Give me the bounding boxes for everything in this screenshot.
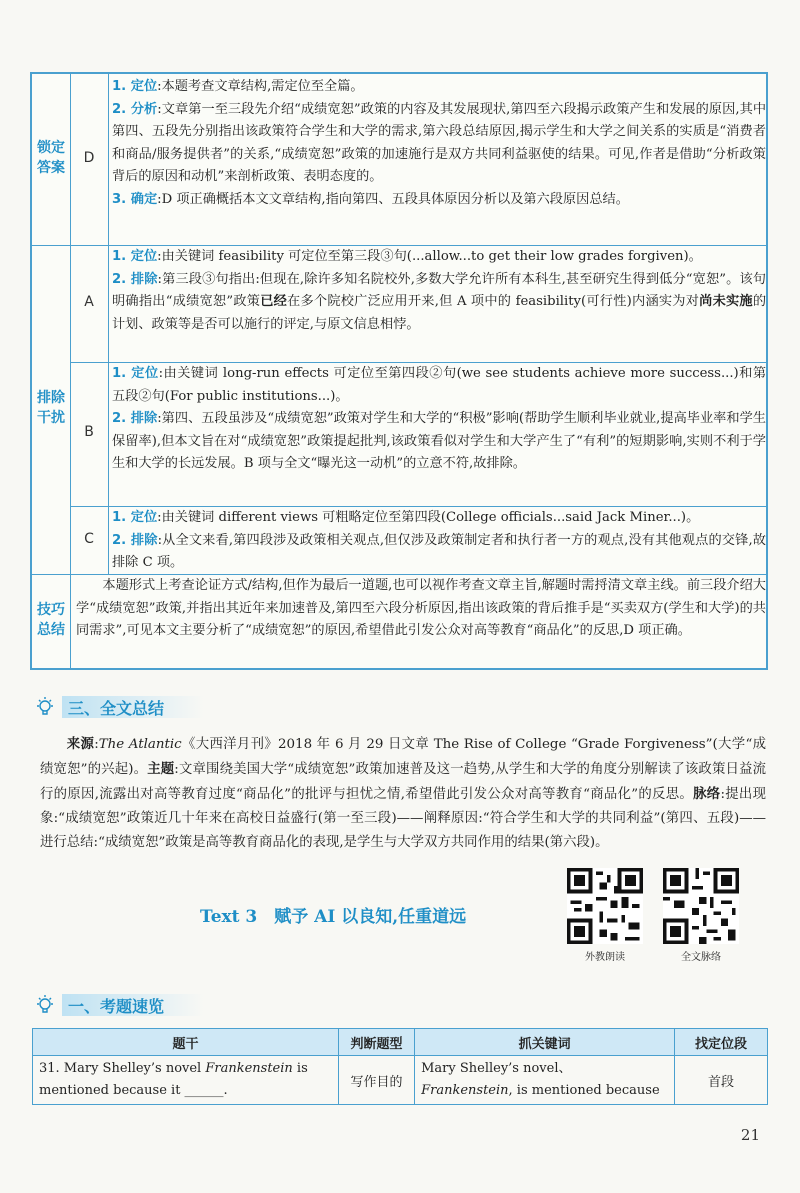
step-text: :由关键词 different views 可粗略定位至第四段(College officials...said Jack Miner...)。: [157, 510, 700, 525]
stem-text: is mentioned because it ______.: [39, 1061, 308, 1098]
lock-answer-label: 锁定答案: [37, 140, 65, 176]
colon: :: [94, 737, 99, 752]
step-text: 在多个院校广泛应用开来,但 A 项中的 feasibility(可行性)内涵实为对: [287, 294, 700, 309]
column-header: 抓关键词: [415, 1029, 675, 1056]
table-header-row: [33, 1029, 768, 1056]
step-key: 1. 定位: [112, 366, 159, 381]
keyword-text: , is mentioned because: [508, 1083, 660, 1098]
section-title: 一、考题速览: [62, 994, 204, 1016]
lightbulb-icon: [34, 696, 56, 718]
option-c-content: [112, 507, 766, 575]
column-header: 题干: [33, 1029, 339, 1056]
step-key: 3. 确定: [112, 191, 158, 207]
step-text: :文章第一至三段先介绍“成绩宽恕”政策的内容及其发展现状,第四至六段揭示政策产生和发展的原因,其中第四、五段先分别指出该政策符合学生和大学的需求,第六段总结原因,揭示学生和大学之间关系的实质是“消费者和商品/服务提供者”的关系,“成绩宽恕”政策的加速施行是双方共同利益驱使的结果。可见,作者是借助“分析政策背后的原因和动机”来剖析政策、表明态度的。: [112, 101, 767, 184]
question-stem: [33, 1056, 339, 1105]
step-text: :第四、五段虽涉及“成绩宽恕”政策对学生和大学的“积极”影响(帮助学生顺利毕业就业,提高毕业率和学生保留率),但本文旨在对“成绩宽恕”政策提起批判,该政策看似对学生和大学产生了“有利”的短期影响,实则不利于学生和大学的长远发展。B 项与全文“曝光这一动机”的立意不符,故排除。: [112, 411, 766, 471]
vein-label: 脉络: [693, 786, 721, 802]
section-3-header: [34, 694, 204, 720]
vein-text: :提出现象:“成绩宽恕”政策近几十年来在高校日益盛行(第一至三段)——阐释原因:“符合学生和大学的共同利益”(第四、五段)——进行总结:“成绩宽恕”政策是高等教育商品化的表现,是学生与大学双方共同作用的结果(第六段)。: [40, 787, 766, 850]
theme-text: :文章围绕美国大学“成绩宽恕”政策加速普及这一趋势,从学生和大学的角度分别解读了该政策日益流行的原因,流露出对高等教育过度“商品化”的批评与担忧之情,希望借此引发公众对高等教育“商品化”的反思。: [40, 762, 766, 802]
qr-caption: 外教朗读: [585, 952, 625, 963]
option-letter: B: [84, 424, 94, 440]
step-text: :由关键词 long-run effects 可定位至第四段②句(we see students achieve more success...)和第五段②句(For public institutions...)。: [112, 366, 767, 404]
step-text: :从全文来看,第四段涉及政策相关观点,但仅涉及政策制定者和执行者一方的观点,没有其他观点的交锋,故排除 C 项。: [112, 532, 766, 570]
page-number: 21: [740, 1126, 760, 1144]
step-text: :第三段③句指出:但现在,除许多知名院校外,多数大学允许所有本科生,甚至研究生得到低分“宽恕”。该句明确指出“成绩宽恕”政策: [112, 271, 766, 309]
summary-text: [40, 732, 766, 855]
keyword-title: Frankenstein: [421, 1083, 509, 1098]
step-key: 1. 定位: [112, 249, 158, 264]
qr-read-aloud[interactable]: [560, 868, 650, 963]
step-key: 1. 定位: [112, 510, 158, 525]
step-key: 2. 分析: [112, 101, 158, 117]
option-a-content: [112, 246, 766, 336]
key-words: [415, 1056, 675, 1105]
section-1-header: [34, 992, 204, 1018]
table-divider: [108, 74, 109, 574]
eliminate-label: 排除干扰: [37, 390, 65, 426]
source-text: 《大西洋月刊》2018 年 6 月 29 日文章 The Rise of College “Grade Forgiveness”(大学“成绩宽恕”的兴起)。: [40, 737, 766, 777]
qr-full-text-outline[interactable]: [656, 868, 746, 963]
emphasis-text: 已经: [260, 294, 288, 309]
emphasis-text: 尚未实施: [699, 294, 753, 309]
stem-title: Frankenstein: [205, 1061, 293, 1076]
theme-label: 主题: [147, 761, 175, 777]
source-label: 来源: [66, 736, 95, 752]
analysis-table: [30, 72, 768, 670]
step-key: 2. 排除: [112, 271, 158, 287]
table-divider: [70, 74, 71, 668]
tips-label: 技巧总结: [37, 602, 65, 638]
question-type: 写作目的: [338, 1056, 414, 1105]
qr-code-icon[interactable]: [567, 868, 643, 944]
lightbulb-icon: [34, 994, 56, 1016]
text3-title: Text 3 赋予 AI 以良知,任重道远: [200, 907, 467, 927]
tips-text: 本题形式上考查论证方式/结构,但作为最后一道题,也可以视作考查文章主旨,解题时需捋清文章主线。前三段介绍大学“成绩宽恕”政策,并指出其近年来加速普及,第四至六段分析原因,指出该政策的背后推手是“买卖双方(学生和大学)的共同需求”,可见本文主要分析了“成绩宽恕”的原因,希望借此引发公众对高等教育“商品化”的反思,D 项正确。: [76, 578, 766, 638]
step-text: :D 项正确概括本文文章结构,指向第四、五段具体原因分析以及第六段原因总结。: [157, 191, 629, 207]
step-text: :由关键词 feasibility 可定位至第三段③句(...allow...to get their low grades forgiven)。: [157, 249, 702, 264]
table-row: [33, 1056, 768, 1105]
column-header: 找定位段: [675, 1029, 768, 1056]
step-key: 2. 排除: [112, 411, 158, 426]
lock-answer-content: [112, 76, 766, 211]
keyword-text: Mary Shelley’s novel、: [421, 1061, 572, 1076]
stem-text: 31. Mary Shelley’s novel: [39, 1061, 206, 1076]
qr-code-icon[interactable]: [663, 868, 739, 944]
question-overview-table: [32, 1028, 768, 1105]
option-letter: A: [84, 294, 94, 310]
step-text: 的计划、政策等是否可以施行的评定,与原文信息相悖。: [112, 294, 767, 332]
answer-letter: D: [83, 150, 95, 166]
step-key: 1. 定位: [112, 79, 158, 94]
option-b-content: [112, 363, 766, 476]
column-header: 判断题型: [338, 1029, 414, 1056]
source-publication: The Atlantic: [98, 737, 182, 752]
step-key: 2. 排除: [112, 532, 158, 548]
locate-paragraph: 首段: [675, 1056, 768, 1105]
option-letter: C: [84, 531, 94, 547]
section-title: 三、全文总结: [62, 696, 204, 718]
qr-caption: 全文脉络: [681, 952, 721, 963]
step-text: :本题考查文章结构,需定位至全篇。: [157, 79, 364, 94]
